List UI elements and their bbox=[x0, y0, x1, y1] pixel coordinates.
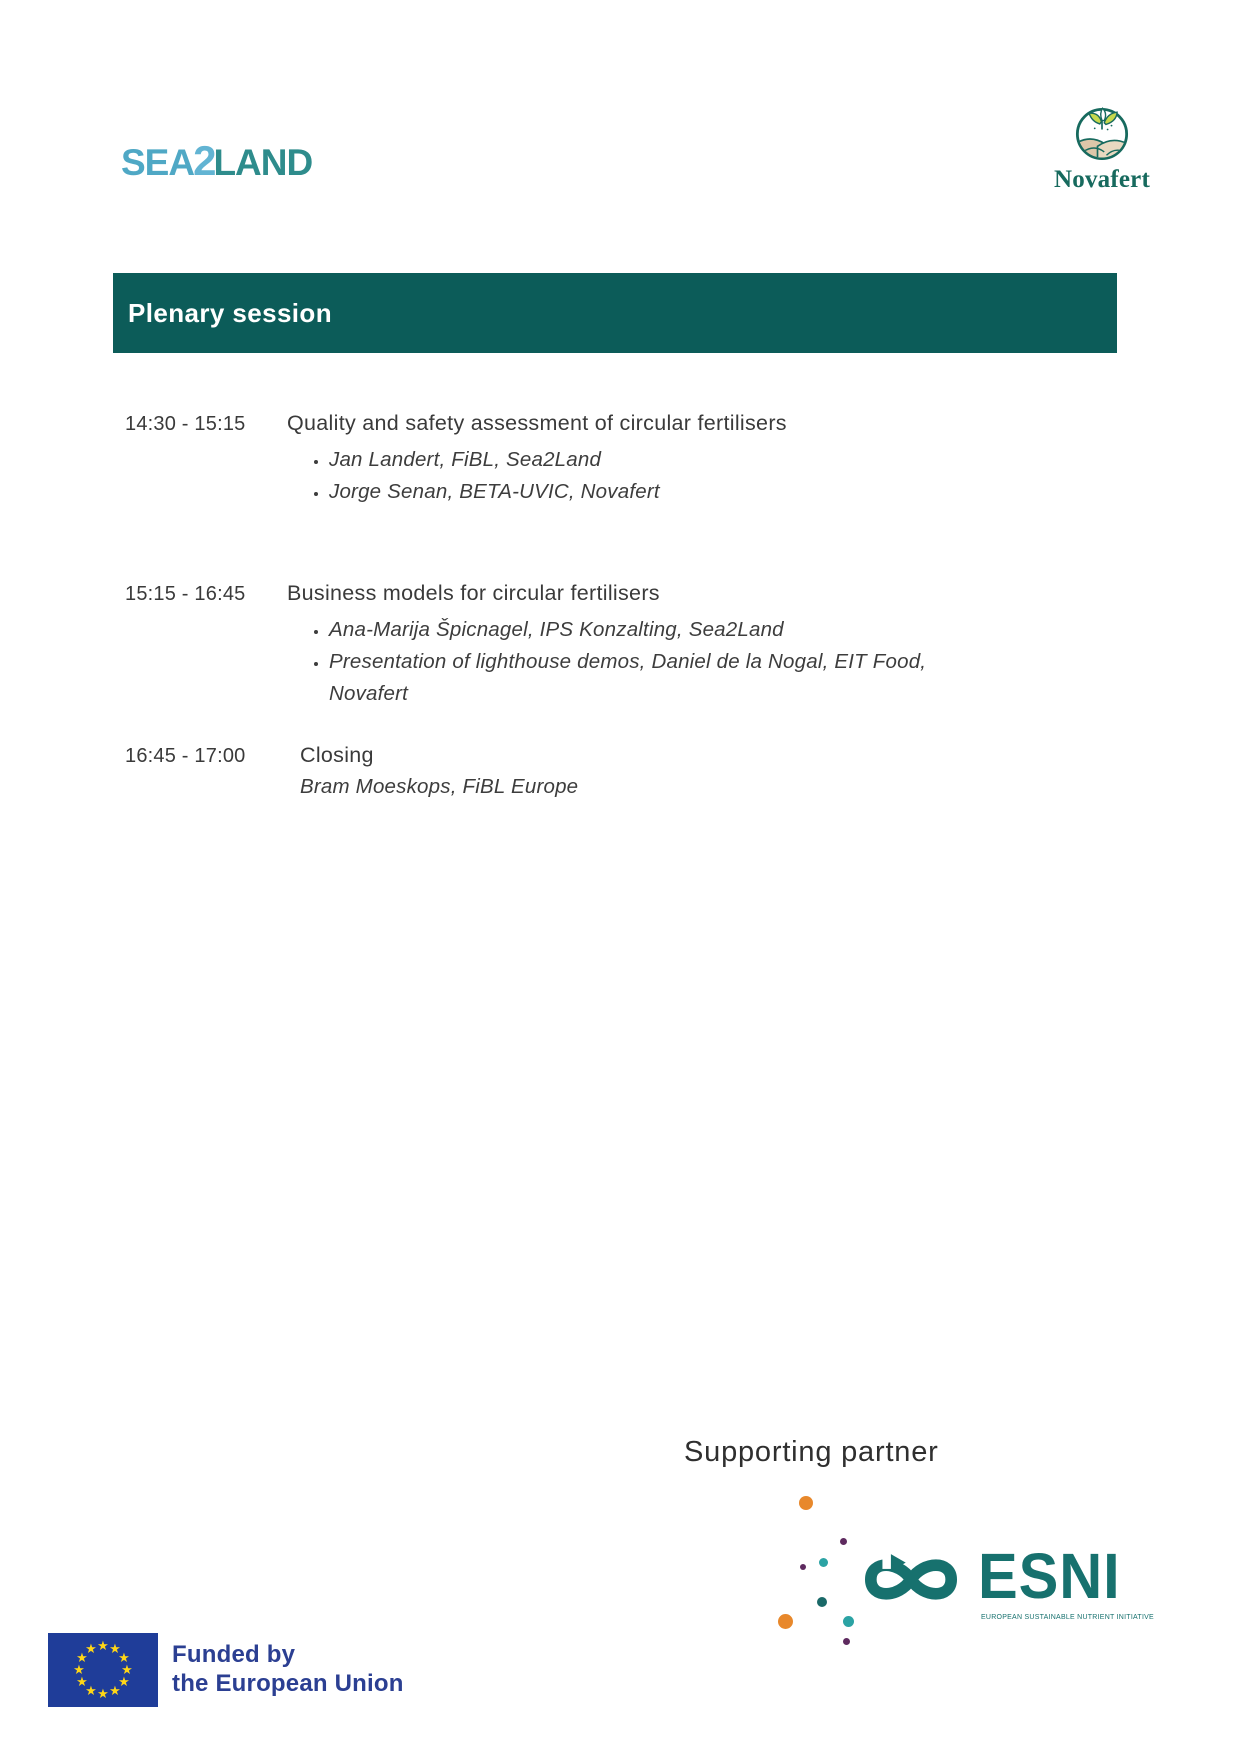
session-time: 16:45 - 17:00 bbox=[125, 745, 246, 767]
schedule-row-quality-safety bbox=[125, 410, 787, 508]
supporting-partner-heading: Supporting partner bbox=[684, 1436, 939, 1468]
session-time: 14:30 - 15:15 bbox=[125, 413, 246, 435]
sea2land-logo-land: LAND bbox=[213, 141, 313, 183]
sea2land-logo-two: 2 bbox=[193, 137, 216, 184]
eu-funding-text bbox=[172, 1633, 404, 1698]
eu-star-icon: ★ bbox=[121, 1661, 133, 1677]
eu-star-icon: ★ bbox=[97, 1637, 109, 1653]
esni-dot-icon bbox=[778, 1614, 793, 1629]
eu-star-icon: ★ bbox=[76, 1649, 88, 1665]
eu-star-icon: ★ bbox=[73, 1661, 85, 1677]
novafert-logo bbox=[1042, 106, 1162, 194]
eu-funding-line2: the European Union bbox=[172, 1670, 404, 1697]
schedule-row-business-models bbox=[125, 580, 959, 710]
eu-funding-line1: Funded by bbox=[172, 1641, 296, 1668]
esni-wordmark: ESNI bbox=[978, 1540, 1121, 1612]
plenary-session-banner bbox=[113, 273, 1117, 353]
esni-infinity-icon bbox=[858, 1552, 964, 1607]
session-time: 15:15 - 16:45 bbox=[125, 583, 246, 605]
novafert-emblem-icon bbox=[1074, 106, 1130, 162]
speaker-item: • Jan Landert, FiBL, Sea2Land bbox=[329, 444, 787, 476]
eu-star-icon: ★ bbox=[109, 1640, 121, 1656]
esni-dot-icon bbox=[799, 1496, 813, 1510]
sea2land-logo bbox=[121, 137, 313, 184]
esni-dot-icon bbox=[819, 1558, 828, 1567]
novafert-logo-label: Novafert bbox=[1054, 166, 1150, 193]
session-title: Closing bbox=[300, 743, 374, 767]
esni-logo bbox=[690, 1488, 1160, 1668]
speaker-list bbox=[287, 614, 959, 710]
session-title: Quality and safety assessment of circular fertilisers bbox=[287, 411, 787, 435]
session-speaker: Bram Moeskops, FiBL Europe bbox=[300, 775, 579, 798]
eu-star-icon: ★ bbox=[118, 1649, 130, 1665]
speaker-item: • Jorge Senan, BETA-UVIC, Novafert bbox=[329, 476, 787, 508]
eu-star-icon: ★ bbox=[76, 1673, 88, 1689]
eu-star-icon: ★ bbox=[109, 1682, 121, 1698]
eu-star-icon: ★ bbox=[85, 1640, 97, 1656]
esni-dot-icon bbox=[843, 1616, 854, 1627]
speaker-item: • Ana-Marija Špicnagel, IPS Konzalting, Sea2Land bbox=[329, 614, 959, 646]
esni-tagline: EUROPEAN SUSTAINABLE NUTRIENT INITIATIVE bbox=[981, 1614, 1154, 1621]
eu-star-icon: ★ bbox=[118, 1673, 130, 1689]
speaker-list bbox=[287, 444, 787, 508]
eu-flag-icon bbox=[48, 1633, 158, 1707]
speaker-item: • Presentation of lighthouse demos, Daniel de la Nogal, EIT Food, Novafert bbox=[329, 646, 959, 710]
esni-dot-icon bbox=[800, 1564, 806, 1570]
eu-funding-block bbox=[48, 1633, 404, 1707]
esni-dot-icon bbox=[843, 1638, 850, 1645]
schedule-row-closing bbox=[125, 742, 578, 799]
session-title: Business models for circular fertilisers bbox=[287, 581, 660, 605]
banner-title: Plenary session bbox=[128, 297, 332, 328]
esni-dot-icon bbox=[817, 1597, 827, 1607]
eu-star-icon: ★ bbox=[97, 1685, 109, 1701]
esni-dot-icon bbox=[840, 1538, 847, 1545]
sea2land-logo-sea: SEA bbox=[121, 141, 195, 183]
eu-star-icon: ★ bbox=[85, 1682, 97, 1698]
